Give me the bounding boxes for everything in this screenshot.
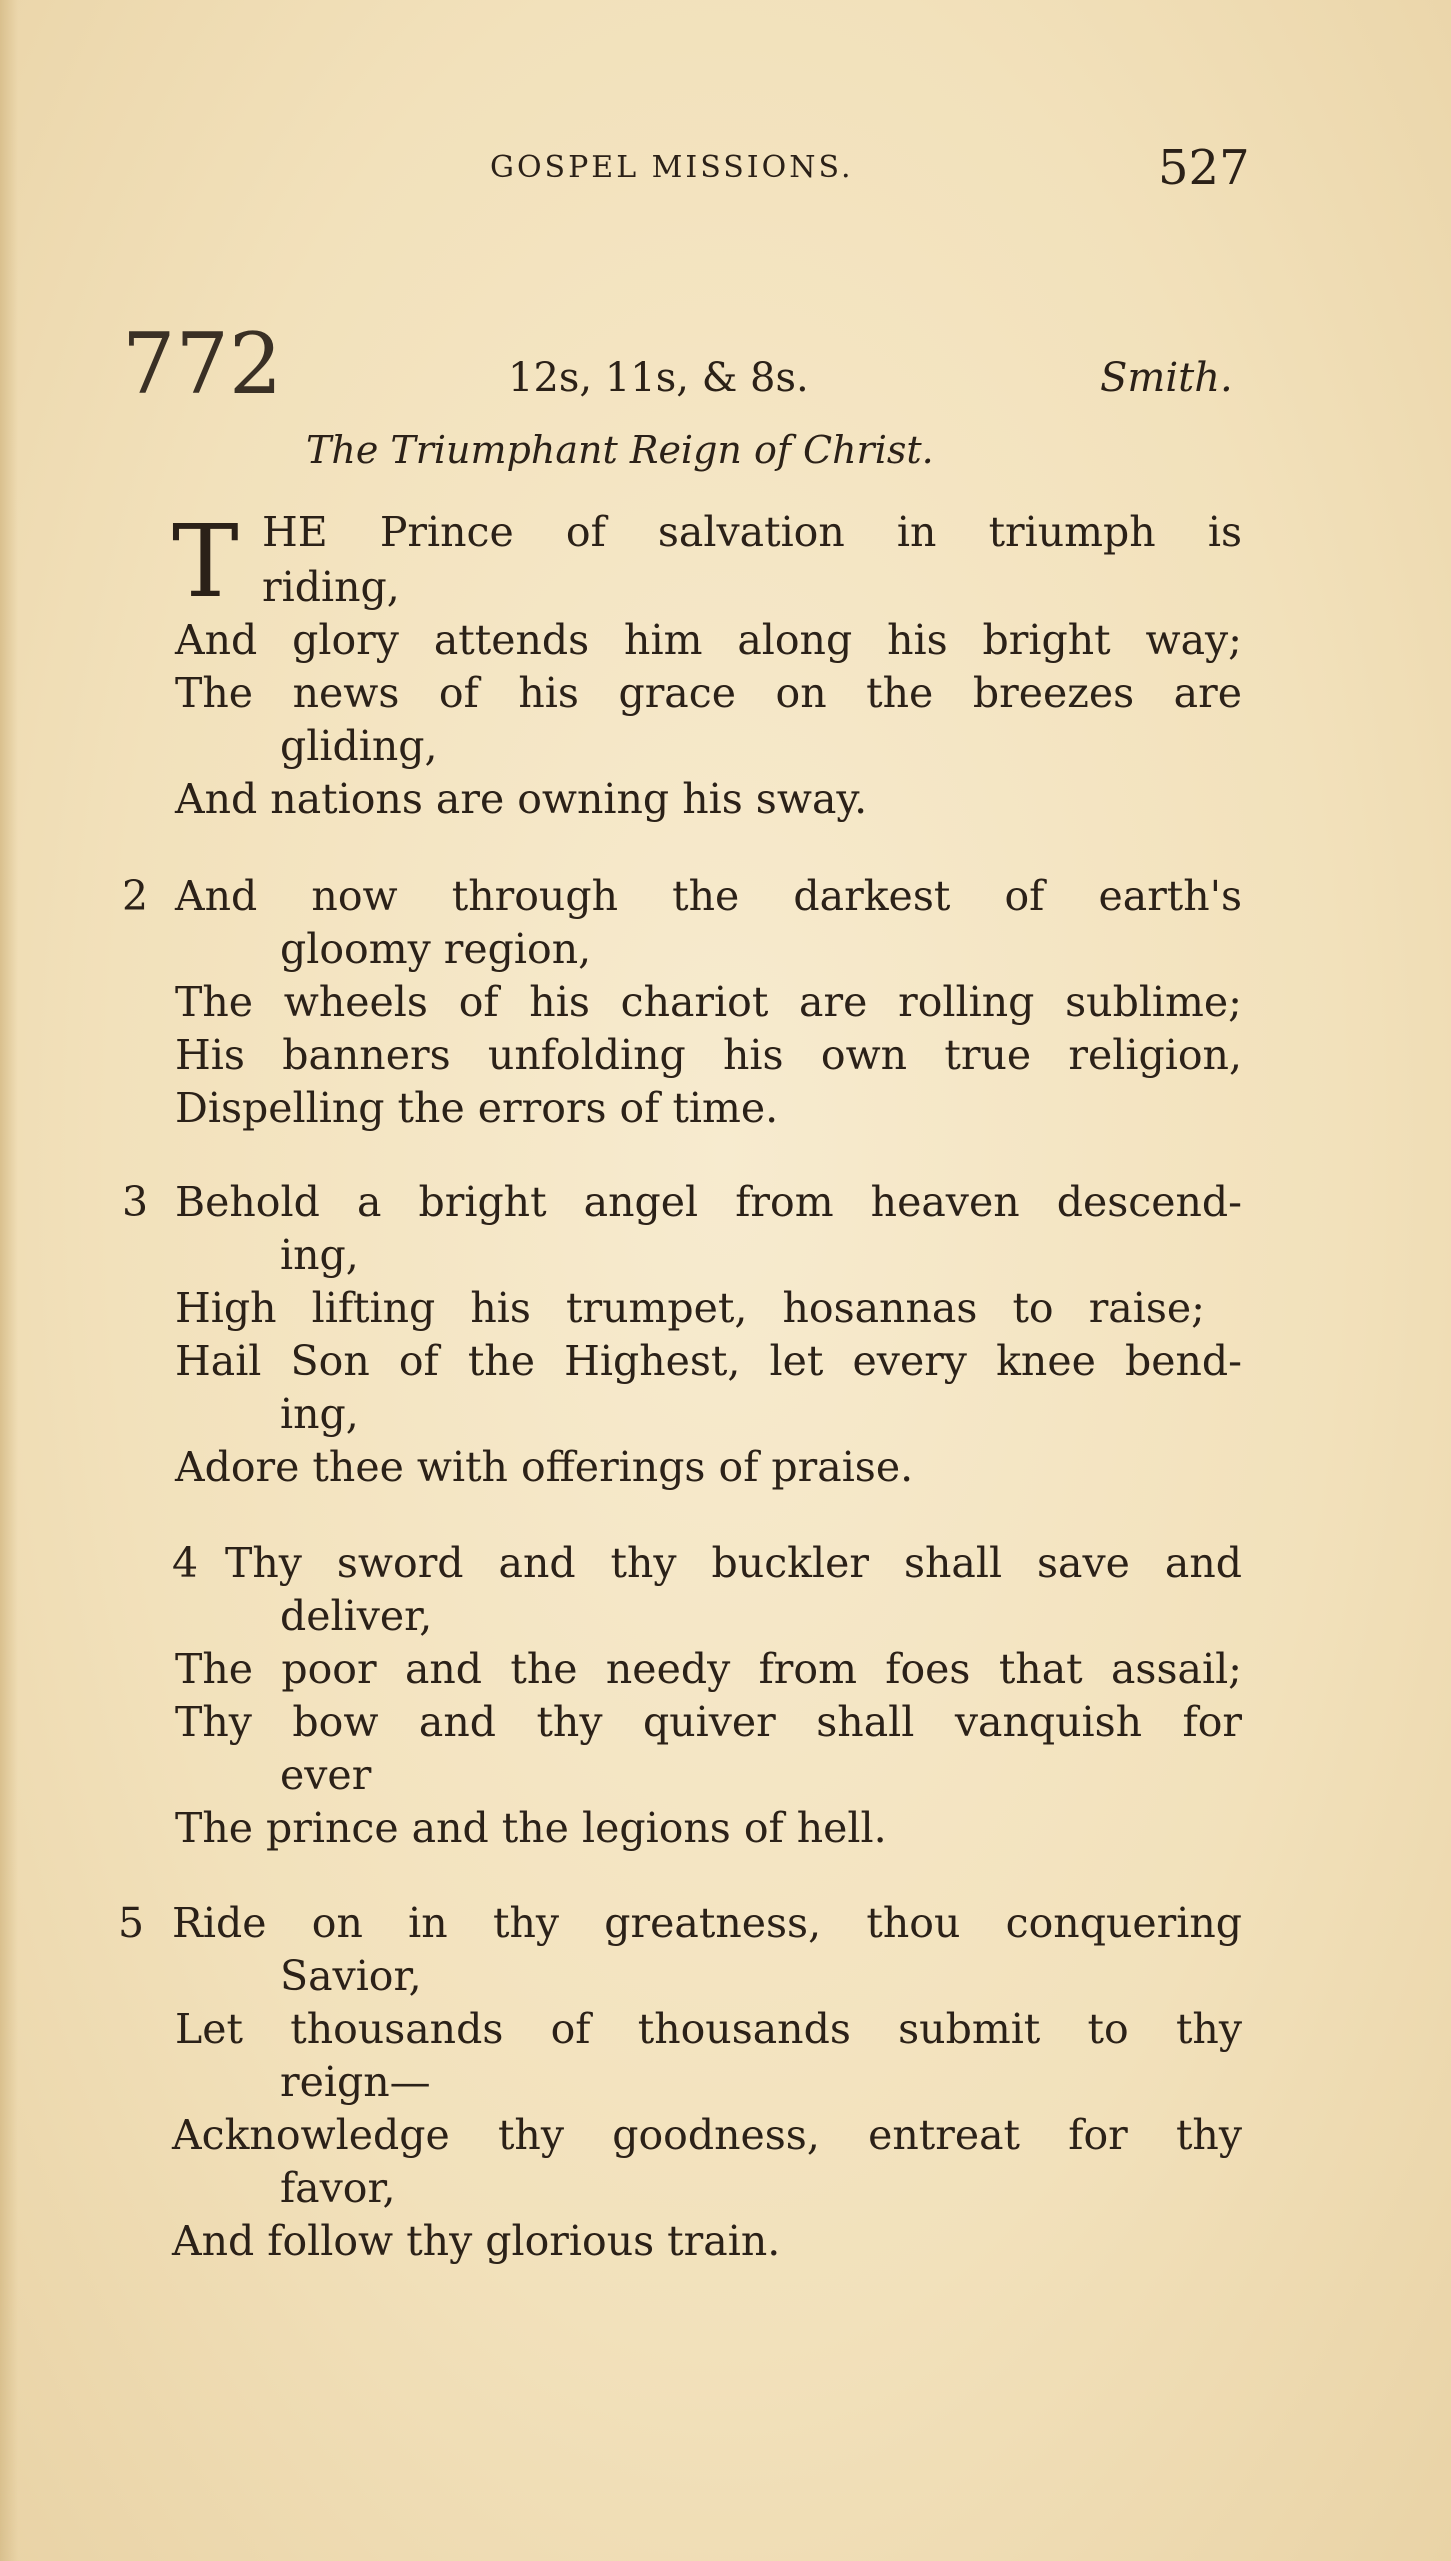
hymn-title: The Triumphant Reign of Christ. [306, 428, 934, 472]
verse-line: And now through the darkest of earth's [175, 872, 1242, 920]
verse-line: Savior, [280, 1952, 422, 2000]
verse-line: Dispelling the errors of time. [175, 1084, 779, 1132]
hymn-tune: Smith. [1100, 355, 1233, 401]
verse-line: The news of his grace on the breezes are [175, 669, 1242, 717]
verse-line: His banners unfolding his own true religion, [175, 1031, 1242, 1079]
page-number: 527 [1158, 140, 1250, 196]
stanza-number: 2 [122, 872, 149, 920]
verse-line: Adore thee with offerings of praise. [175, 1443, 914, 1491]
verse-line: And glory attends him along his bright way; [175, 616, 1242, 664]
verse-line: ever [280, 1751, 372, 1799]
stanza-number: 3 [122, 1178, 149, 1226]
verse-line: favor, [280, 2164, 396, 2212]
verse-line: reign— [280, 2058, 431, 2106]
hymn-number: 772 [122, 315, 283, 413]
verse-line: The prince and the legions of hell. [175, 1804, 887, 1852]
verse-line: ing, [280, 1390, 359, 1438]
drop-cap: T [172, 503, 239, 620]
verse-line: Acknowledge thy goodness, entreat for thy [172, 2111, 1242, 2159]
verse-line: And nations are owning his sway. [175, 775, 868, 823]
verse-line: deliver, [280, 1592, 433, 1640]
verse-line: And follow thy glorious train. [172, 2217, 781, 2265]
verse-line: Behold a bright angel from heaven descend- [175, 1178, 1242, 1226]
verse-line: gliding, [280, 722, 438, 770]
stanza-number: 5 [118, 1899, 145, 1947]
verse-line: riding, [262, 563, 400, 611]
verse-line: ing, [280, 1231, 359, 1279]
running-head: GOSPEL MISSIONS. [490, 150, 854, 185]
verse-line: HE Prince of salvation in triumph is [262, 508, 1242, 556]
verse-line: The wheels of his chariot are rolling sublime; [175, 978, 1242, 1026]
stanza-number: 4 [172, 1539, 199, 1587]
verse-line: gloomy region, [280, 925, 592, 973]
verse-line: Thy bow and thy quiver shall vanquish for [175, 1698, 1242, 1746]
verse-line: High lifting his trumpet, hosannas to raise; [175, 1284, 1205, 1332]
verse-line: Hail Son of the Highest, let every knee bend- [175, 1337, 1242, 1385]
hymn-meter: 12s, 11s, & 8s. [508, 355, 809, 401]
verse-line: Thy sword and thy buckler shall save and [225, 1539, 1242, 1587]
verse-line: Let thousands of thousands submit to thy [175, 2005, 1242, 2053]
verse-line: Ride on in thy greatness, thou conquering [172, 1899, 1242, 1947]
verse-line: The poor and the needy from foes that assail; [175, 1645, 1242, 1693]
